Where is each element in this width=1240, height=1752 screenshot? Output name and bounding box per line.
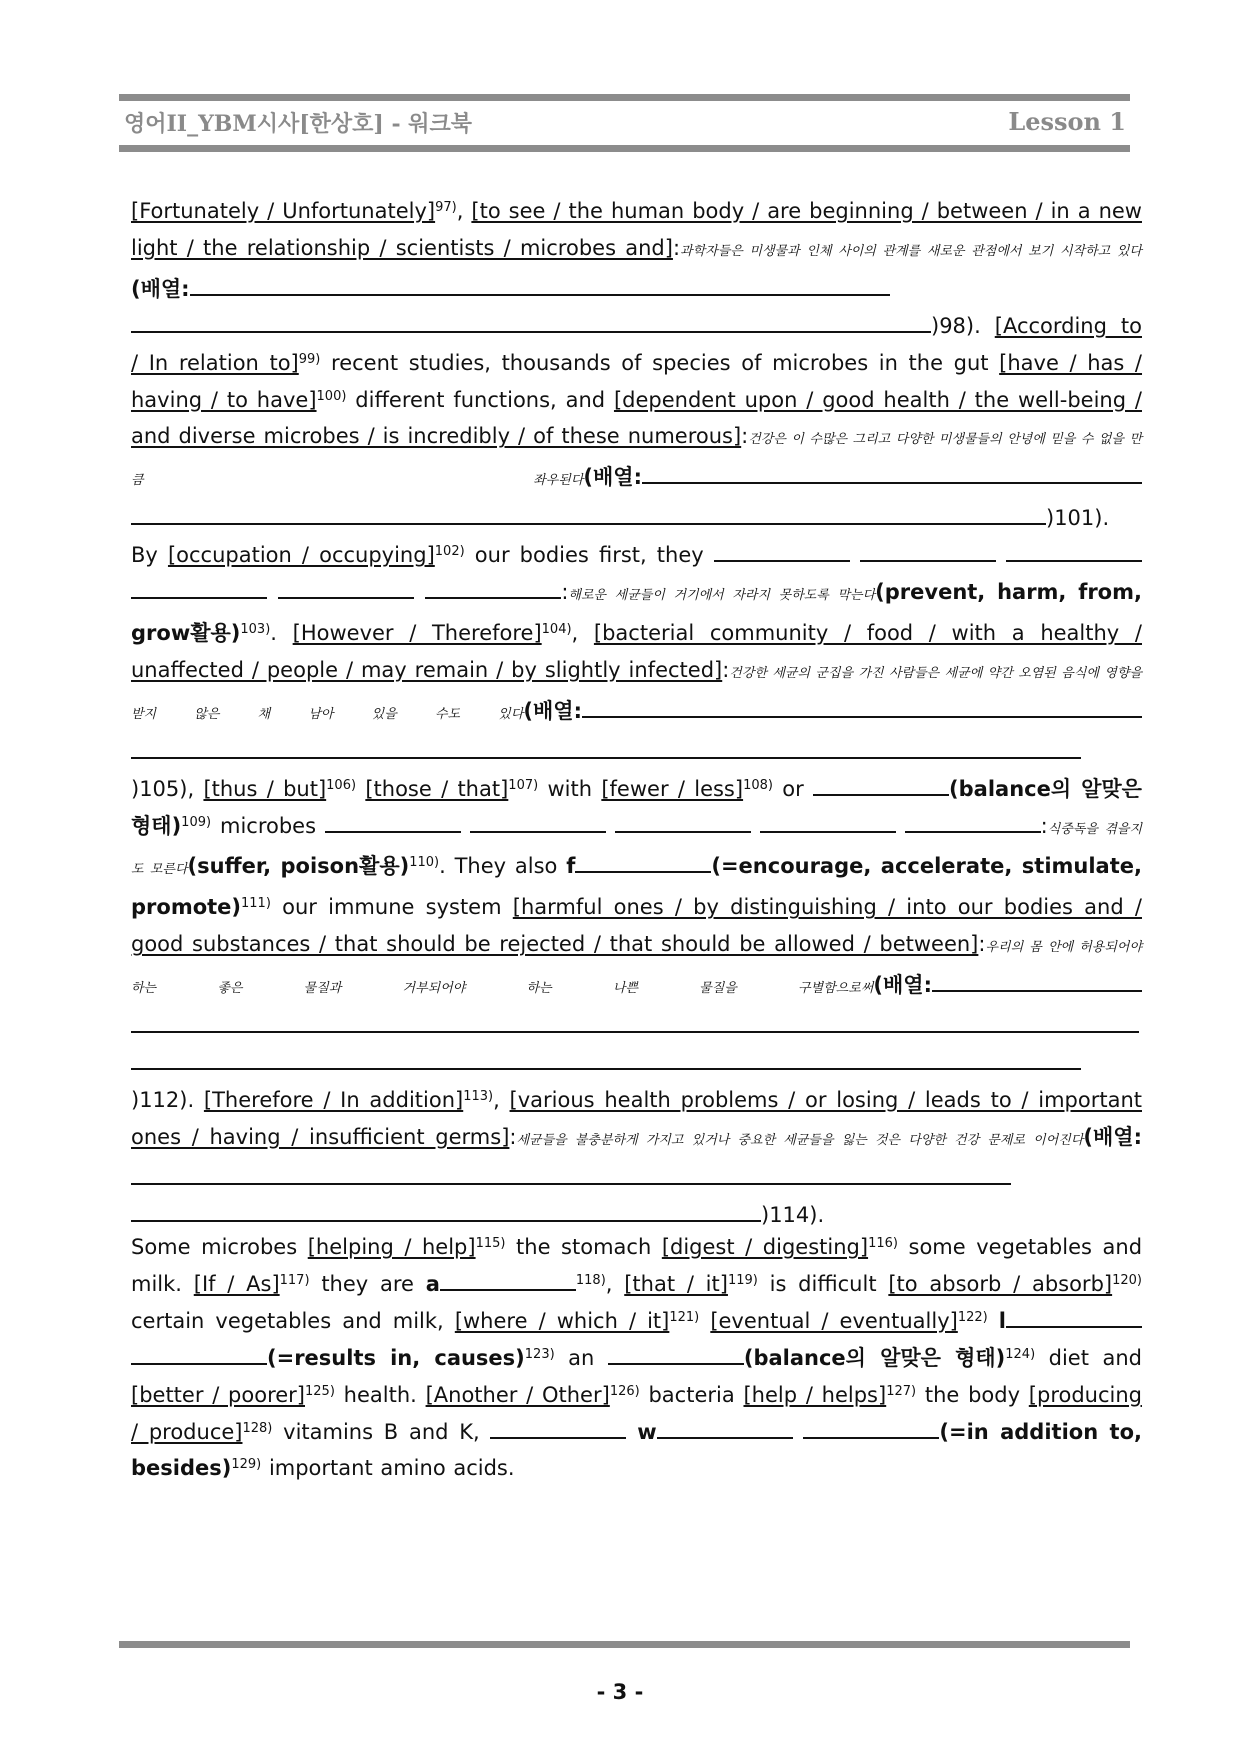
answer-blank[interactable]	[714, 541, 850, 562]
answer-blank[interactable]	[615, 812, 751, 833]
item-number: 115)	[475, 1236, 506, 1251]
arrange-label: (배열:	[1083, 1124, 1142, 1149]
item-number: 106)	[326, 777, 357, 793]
bracket-101: [dependent upon / good health / the well-being / and diverse microbes / is incredibly / of these numerous]	[131, 387, 1142, 449]
answer-blank[interactable]	[575, 852, 711, 873]
answer-blank[interactable]	[470, 812, 606, 833]
sentence-text: the body	[924, 1382, 1021, 1407]
bracket-105: [bacterial community / food / with a healthy / unaffected / people / may remain / by slightly infected]	[131, 620, 1142, 682]
sentence-text: They also	[454, 854, 558, 879]
sentence-text: our bodies first, they	[474, 543, 704, 568]
sentence-text: they are	[321, 1271, 414, 1296]
item-number: 97)	[435, 200, 457, 215]
answer-blank[interactable]	[440, 1270, 576, 1291]
korean-hint: 건강은 이 수많은 그리고 다양한 미생물들의 안녕에 믿을 수 없을 만큼 좌우된다	[131, 432, 1143, 489]
answer-blank[interactable]	[905, 812, 1041, 833]
word-hint: (=encourage, accelerate, stimulate, promote)	[131, 854, 1142, 920]
korean-hint: 해로운 세균들이 거기에서 자라지 못하도록 막는다	[568, 588, 876, 604]
answer-blank[interactable]	[803, 1418, 939, 1439]
first-letter-hint: w	[637, 1419, 657, 1444]
answer-blank[interactable]	[190, 275, 890, 296]
word-hint: (=results in, causes)	[267, 1345, 525, 1370]
sentence-text: diet and	[1048, 1345, 1142, 1370]
item-number: 125)	[305, 1383, 335, 1399]
answer-blank[interactable]	[642, 463, 1142, 484]
first-letter-hint: l	[998, 1308, 1006, 1333]
bracket-98: [to see / the human body / are beginning / between / in a new light / the relationship / scientists / microbes and]	[131, 199, 1142, 260]
item-number: 117)	[279, 1272, 310, 1288]
header-title: 영어II_YBM시사[한상호] - 워크북	[124, 111, 473, 137]
answer-blank[interactable]	[860, 541, 996, 562]
bracket-99: [According to / In relation to]	[131, 313, 1142, 375]
item-number: 124)	[1005, 1346, 1036, 1362]
bracket-117: [If / As]	[193, 1271, 280, 1296]
sentence-text: bacteria	[648, 1382, 735, 1407]
header-lesson: Lesson 1	[1008, 107, 1126, 136]
exercise-paragraph-1: [Fortunately / Unfortunately]$^{97)}$, [to see / the human body / are beginning / between / in a new light / the relationship / scientists / microbes and]:과학자들은 미생물과 인체 사이의 관계를 새로운 관점에서 보기 시작하고 있다(배열: )98). [According to / In relation to]$^{99)}$ recent studies, thousands of species of microbes in the gut [have / has / having / to have]$^{100)}$ different functions, and [dependent upon / good health / the well-being / and diverse microbes / is incredibly / of these numerous]:건강은 이 수많은 그리고 다양한 미생물들의 안녕에 믿을 수 없을 만큼 좌우된다(배열: )101). By [occupation / occupying]$^{102)}$ our bodies first, they :해로운 세균들이 거기에서 자라지 못하도록 막는다(prevent, harm, from, grow활용)$^{103)}$. [However / Therefore]$^{104)}$, [bacterial community / food / with a healthy / unaffected / people / may remain / by slightly infected]:건강한 세균의 군집을 가진 사람들은 세균에 약간 오염된 음식에 영향을 받지 않은 채 남아 있을 수도 있다(배열: )105), [thus / but]$^{106)}$ [those / that]$^{107)}$ with [fewer / less]$^{108)}$ or (balance의 알맞은 형태)$^{109)}$ microbes :식중독을 겪을지도 모른다(suffer, poison활용)$^{110)}$. They also f (=encourage, accelerate, stimulate, promote)$^{111)}$ our immune system [harmful ones / by distinguishing / into our bodies and / good substances / that should be rejected / that should be allowed / between]:우리의 몸 안에 허용되어야 하는 좋은 물질과 거부되어야 하는 나쁜 물질을 구별함으로써(배열: )112). [Therefore / In addition]$^{113)}$, [various health problems / or losing / leads to / important ones / having / insufficient germs]:세균들을 불충분하게 가지고 있거나 중요한 세균들을 잃는 것은 다양한 건강 문제로 이어진다(배열: )114).	[131, 199, 1143, 1227]
bracket-102: [occupation / occupying]	[167, 543, 435, 568]
item-number: 100)	[316, 388, 347, 404]
word-hint: (=in addition to, besides)	[131, 1419, 1142, 1481]
item-number: 123)	[524, 1346, 555, 1362]
arrange-label: (배열:	[583, 465, 642, 490]
item-number: 118)	[575, 1272, 606, 1288]
bracket-108: [fewer / less]	[601, 776, 744, 801]
page-header	[124, 107, 1126, 143]
item-number: 129)	[231, 1457, 262, 1473]
sentence-text: with	[547, 776, 593, 801]
arrange-label: (배열:	[873, 973, 932, 998]
korean-hint: 식중독을 겪을지도 모른다	[131, 821, 1143, 878]
bracket-128: [producing / produce]	[131, 1382, 1142, 1444]
item-number: 126)	[609, 1383, 640, 1399]
footer-rule	[119, 1641, 1130, 1648]
item-number: 120)	[1112, 1272, 1142, 1288]
korean-hint: 세균들을 불충분하게 가지고 있거나 중요한 세균들을 잃는 것은 다양한 건강 문제로 이어진다	[516, 1132, 1084, 1148]
answer-blank[interactable]	[131, 312, 931, 333]
bracket-100: [have / has / having / to have]	[131, 350, 1143, 412]
arrange-label: (배열:	[131, 276, 190, 301]
sentence-text: is difficult	[769, 1271, 877, 1296]
sentence-text: vitamins B and K,	[283, 1419, 480, 1444]
sentence-text: health.	[343, 1382, 417, 1407]
answer-blank[interactable]	[131, 1012, 1139, 1033]
bracket-115: [helping / help]	[307, 1235, 476, 1259]
header-bottom-rule	[119, 145, 1130, 152]
page-number: - 3 -	[596, 1680, 644, 1704]
bracket-112: [harmful ones / by distinguishing / into our bodies and / good substances / that should be rejected / that should be allowed / between]	[131, 895, 1142, 957]
word-hint: (prevent, harm, from, grow활용)	[131, 580, 1142, 645]
bracket-107: [those / that]	[365, 776, 509, 801]
answer-blank[interactable]	[131, 1201, 761, 1222]
item-number: )98)	[931, 313, 975, 338]
bracket-120: [to absorb / absorb]	[888, 1271, 1113, 1296]
answer-blank[interactable]	[131, 578, 267, 599]
answer-blank[interactable]	[131, 504, 1046, 525]
sentence-text: our immune system	[282, 895, 502, 920]
answer-blank[interactable]	[131, 1049, 1081, 1070]
item-number: 102)	[434, 544, 465, 560]
korean-hint: 과학자들은 미생물과 인체 사이의 관계를 새로운 관점에서 보기 시작하고 있다	[680, 243, 1142, 259]
answer-blank[interactable]	[131, 1164, 1011, 1185]
arrange-label: (배열:	[523, 698, 582, 723]
item-number: 127)	[886, 1383, 917, 1399]
bracket-121: [where / which / it]	[454, 1308, 670, 1333]
sentence-text: an	[568, 1345, 595, 1370]
sentence-text: some vegetables and milk.	[131, 1235, 1143, 1296]
bracket-125: [better / poorer]	[131, 1382, 305, 1407]
answer-blank[interactable]	[131, 1344, 267, 1365]
answer-blank[interactable]	[278, 578, 414, 599]
item-number: 108)	[743, 777, 773, 793]
sentence-text: Some microbes	[131, 1235, 298, 1259]
answer-blank[interactable]	[813, 775, 949, 796]
bracket-119: [that / it]	[624, 1271, 728, 1296]
bracket-126: [Another / Other]	[425, 1382, 610, 1407]
answer-blank[interactable]	[760, 812, 896, 833]
item-number: )105)	[131, 776, 188, 801]
bracket-106: [thus / but]	[203, 776, 327, 801]
answer-blank[interactable]	[932, 971, 1142, 992]
item-number: )101)	[1046, 506, 1103, 531]
sentence-text: different functions, and	[355, 387, 606, 412]
sentence-text: By	[131, 543, 158, 568]
header-top-rule	[119, 94, 1130, 101]
bracket-97: [Fortunately / Unfortunately]	[131, 199, 436, 223]
answer-blank[interactable]	[657, 1418, 793, 1439]
item-number: 99)	[298, 351, 321, 367]
item-number: 119)	[727, 1272, 758, 1288]
item-number: 107)	[508, 777, 539, 793]
item-number: 128)	[242, 1420, 273, 1436]
answer-blank[interactable]	[582, 697, 1142, 718]
item-number: 110)	[409, 855, 440, 871]
answer-blank[interactable]	[425, 578, 561, 599]
sentence-text: or	[782, 776, 804, 801]
item-number: )112)	[131, 1087, 188, 1112]
bracket-113: [Therefore / In addition]	[203, 1087, 464, 1112]
sentence-text: recent studies, thousands of species of microbes in the gut	[331, 350, 989, 375]
sentence-text: important amino acids.	[268, 1456, 515, 1481]
item-number: 113)	[463, 1088, 494, 1104]
sentence-text: certain vegetables and milk,	[131, 1308, 444, 1333]
item-number: 121)	[669, 1309, 700, 1325]
item-number: 104)	[541, 621, 572, 637]
answer-blank[interactable]	[1006, 541, 1142, 562]
word-hint: (suffer, poison활용)	[187, 854, 410, 879]
answer-blank[interactable]	[325, 812, 461, 833]
item-number: 103)	[240, 621, 271, 637]
word-hint: (balance의 알맞은 형태)	[131, 776, 1142, 838]
word-hint: (balance의 알맞은 형태)	[743, 1345, 1006, 1370]
korean-hint: 건강한 세균의 군집을 가진 사람들은 세균에 약간 오염된 음식에 영향을 받지 않은 채 남아 있을 수도 있다	[131, 665, 1142, 722]
item-number: 109)	[181, 814, 212, 830]
item-number: 111)	[241, 896, 271, 912]
item-number: 116)	[868, 1236, 898, 1251]
first-letter-hint: f	[566, 854, 576, 879]
bracket-104: [However / Therefore]	[292, 620, 542, 645]
first-letter-hint: a	[425, 1271, 440, 1296]
sentence-text: the stomach	[516, 1235, 652, 1259]
sentence-text: microbes	[219, 813, 317, 838]
answer-blank[interactable]	[490, 1418, 626, 1439]
item-number: 122)	[957, 1309, 988, 1325]
bracket-127: [help / helps]	[743, 1382, 887, 1407]
bracket-116: [digest / digesting]	[661, 1235, 869, 1259]
exercise-paragraph-2: Some microbes [helping / help]$^{115)}$ the stomach [digest / digesting]$^{116)}$ some vegetables and milk. [If / As]$^{117)}$ they are a $^{118)}$, [that / it]$^{119)}$ is difficult [to absorb / absorb]$^{120)}$ certain vegetables and milk, [where / which / it]$^{121)}$ [eventual / eventually]$^{122)}$ l (=results in, causes)$^{123)}$ an (balance의 알맞은 형태)$^{124)}$ diet and [better / poorer]$^{125)}$ health. [Another / Other]$^{126)}$ bacteria [help / helps]$^{127)}$ the body [producing / produce]$^{128)}$ vitamins B and K, w (=in addition to, besides)$^{129)}$ important amino acids.	[131, 1235, 1143, 1481]
answer-blank[interactable]	[1006, 1307, 1142, 1328]
bracket-122: [eventual / eventually]	[710, 1308, 958, 1333]
answer-blank[interactable]	[608, 1344, 744, 1365]
item-number: )114)	[761, 1202, 818, 1227]
answer-blank[interactable]	[131, 738, 1081, 759]
bracket-114: [various health problems / or losing / leads to / important ones / having / insufficient germs]	[131, 1087, 1142, 1149]
korean-hint: 우리의 몸 안에 허용되어야 하는 좋은 물질과 거부되어야 하는 나쁜 물질을 구별함으로써	[131, 940, 1142, 997]
